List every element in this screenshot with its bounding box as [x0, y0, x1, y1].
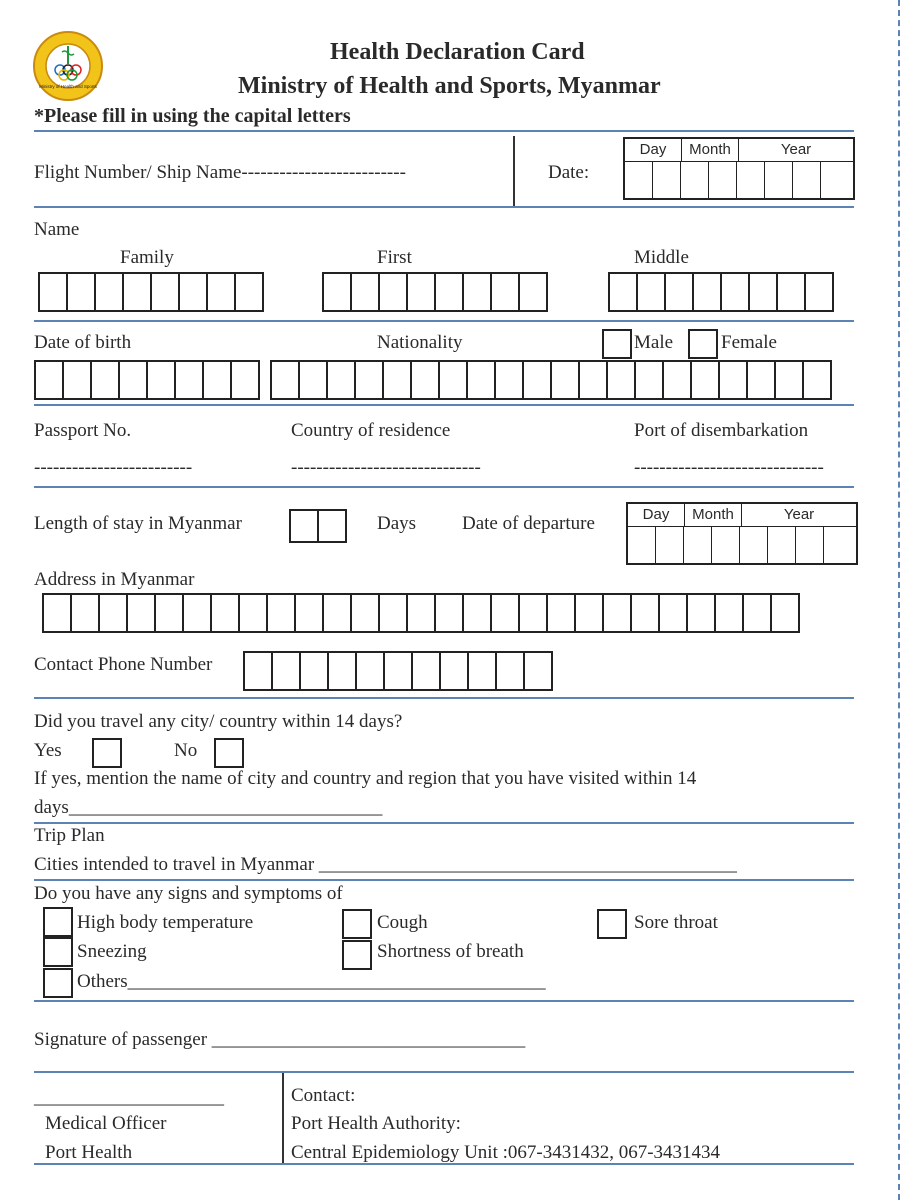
divider [34, 1163, 854, 1165]
first-label: First [377, 247, 412, 268]
dob-label: Date of birth [34, 332, 132, 353]
travel-mention-line2[interactable]: days_________________________________ [34, 797, 383, 818]
family-name-boxes[interactable] [38, 272, 264, 312]
departure-year-head: Year [783, 506, 815, 523]
cough-checkbox[interactable] [342, 909, 372, 939]
date-month-head: Month [682, 139, 739, 161]
yes-checkbox[interactable] [92, 738, 122, 768]
officer-signature-line: ____________________ [34, 1087, 224, 1108]
nationality-label: Nationality [377, 332, 463, 353]
male-label: Male [634, 332, 674, 353]
instruction: *Please fill in using the capital letters [34, 105, 351, 127]
high-temp-label: High body temperature [77, 912, 254, 933]
sore-throat-checkbox[interactable] [597, 909, 627, 939]
sore-throat-label: Sore throat [634, 912, 718, 933]
epidemiology-unit: Central Epidemiology Unit :067-3431432, 067-3431434 [291, 1142, 721, 1163]
middle-label: Middle [634, 247, 689, 268]
port-label: Port of disembarkation [634, 420, 809, 441]
name-label: Name [34, 219, 80, 240]
travel-question: Did you travel any city/ country within 14 days? [34, 711, 403, 732]
country-label: Country of residence [291, 420, 451, 441]
phone-boxes[interactable] [243, 651, 553, 691]
cities-field[interactable]: Cities intended to travel in Myanmar ____________________________________________ [34, 854, 737, 875]
female-checkbox[interactable] [688, 329, 718, 359]
port-field[interactable]: ------------------------------ [634, 457, 824, 478]
middle-name-boxes[interactable] [608, 272, 834, 312]
medical-officer-label: Medical Officer [45, 1113, 167, 1134]
cut-line [898, 0, 900, 1200]
departure-label: Date of departure [462, 513, 595, 534]
divider [34, 206, 854, 208]
divider [34, 404, 854, 406]
divider [34, 822, 854, 824]
ministry-logo [32, 30, 104, 102]
shortness-label: Shortness of breath [377, 941, 524, 962]
date-year-head: Year [780, 141, 812, 158]
departure-day-head: Day [628, 504, 685, 526]
address-label: Address in Myanmar [34, 569, 195, 590]
trip-label: Trip Plan [34, 825, 105, 846]
signature-field[interactable]: Signature of passenger _________________________________ [34, 1029, 526, 1050]
title-line2: Ministry of Health and Sports, Myanmar [238, 73, 661, 99]
sneezing-checkbox[interactable] [43, 937, 73, 967]
address-boxes[interactable] [42, 593, 800, 633]
divider [34, 486, 854, 488]
authority-label: Port Health Authority: [291, 1113, 461, 1134]
port-health-label: Port Health [45, 1142, 133, 1163]
others-checkbox[interactable] [43, 968, 73, 998]
divider [34, 879, 854, 881]
others-field[interactable]: Others____________________________________________ [77, 971, 546, 992]
no-label: No [174, 740, 198, 761]
date-grid[interactable] [623, 137, 855, 200]
phone-label: Contact Phone Number [34, 654, 213, 675]
divider [34, 130, 854, 132]
sneezing-label: Sneezing [77, 941, 147, 962]
date-day-head: Day [625, 139, 682, 161]
family-label: Family [120, 247, 174, 268]
shortness-checkbox[interactable] [342, 940, 372, 970]
dob-boxes[interactable] [34, 360, 260, 400]
first-name-boxes[interactable] [322, 272, 548, 312]
country-field[interactable]: ------------------------------ [291, 457, 481, 478]
date-label: Date: [548, 162, 590, 183]
passport-field[interactable]: ------------------------- [34, 457, 193, 478]
contact-label: Contact: [291, 1085, 356, 1106]
symptoms-question: Do you have any signs and symptoms of [34, 883, 343, 904]
departure-month-head: Month [685, 504, 742, 526]
divider [34, 320, 854, 322]
divider [34, 1071, 854, 1073]
title-line1: Health Declaration Card [330, 39, 585, 65]
divider [34, 697, 854, 699]
flight-label: Flight Number/ Ship Name-------------------------- [34, 162, 406, 183]
divider [282, 1073, 284, 1163]
passport-label: Passport No. [34, 420, 132, 441]
female-label: Female [721, 332, 777, 353]
days-label: Days [377, 513, 417, 534]
stay-label: Length of stay in Myanmar [34, 513, 242, 534]
cough-label: Cough [377, 912, 428, 933]
nationality-boxes[interactable] [270, 360, 832, 400]
no-checkbox[interactable] [214, 738, 244, 768]
stay-days-boxes[interactable] [289, 509, 347, 543]
divider [34, 1000, 854, 1002]
high-temp-checkbox[interactable] [43, 907, 73, 937]
yes-label: Yes [34, 740, 62, 761]
logo-text: Ministry of Health and Sports [39, 84, 97, 89]
divider [513, 136, 515, 206]
male-checkbox[interactable] [602, 329, 632, 359]
travel-mention-line1: If yes, mention the name of city and country and region that you have visited within 14 [34, 768, 697, 789]
departure-date-grid[interactable] [626, 502, 858, 565]
